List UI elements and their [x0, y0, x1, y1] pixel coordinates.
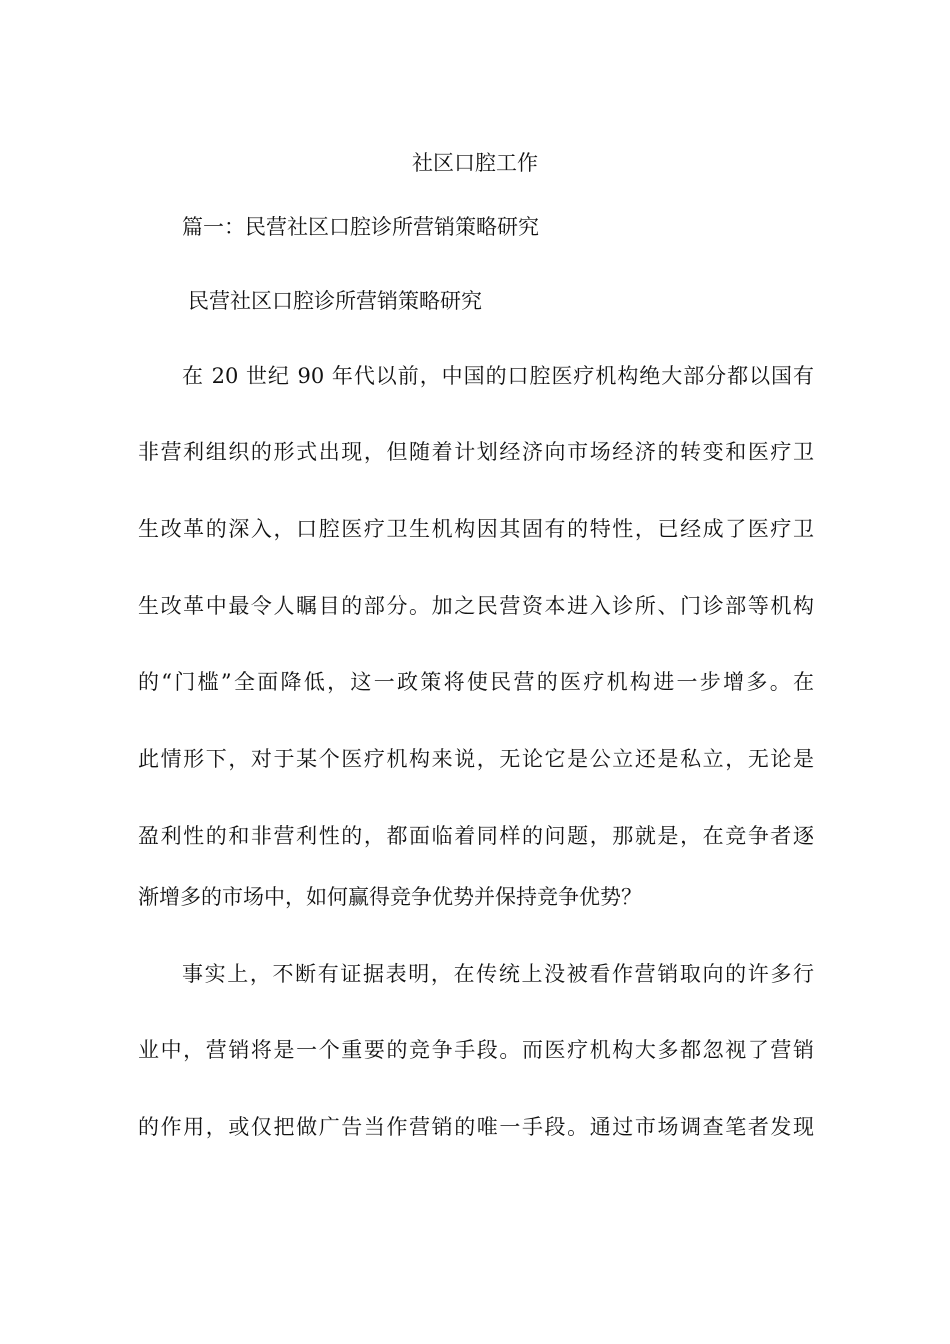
paragraph-1-line-2: 非营利组织的形式出现，但随着计划经济向市场经济的转变和医疗卫 [138, 440, 814, 464]
paragraph-1-line-8: 渐增多的市场中，如何赢得竞争优势并保持竞争优势？ [138, 885, 642, 909]
paragraph-2-line-2: 业中，营销将是一个重要的竞争手段。而医疗机构大多都忽视了营销 [138, 1038, 814, 1062]
paragraph-1-line-4: 生改革中最令人瞩目的部分。加之民营资本进入诊所、门诊部等机构 [138, 594, 814, 618]
section-heading: 篇一：民营社区口腔诊所营销策略研究 [182, 215, 539, 239]
paragraph-1-line-3: 生改革的深入，口腔医疗卫生机构因其固有的特性，已经成了医疗卫 [138, 517, 814, 541]
document-title: 社区口腔工作 [412, 151, 538, 175]
paragraph-1-line-1: 在 20 世纪 90 年代以前，中国的口腔医疗机构绝大部分都以国有 [182, 364, 814, 388]
paragraph-2-line-1: 事实上，不断有证据表明，在传统上没被看作营销取向的许多行 [182, 962, 814, 986]
paragraph-2-line-3: 的作用，或仅把做广告当作营销的唯一手段。通过市场调查笔者发现 [138, 1115, 814, 1139]
paragraph-1-line-5: 的“门槛”全面降低，这一政策将使民营的医疗机构进一步增多。在 [138, 670, 814, 694]
paragraph-1-line-7: 盈利性的和非营利性的，都面临着同样的问题，那就是，在竞争者逐 [138, 824, 814, 848]
article-title: 民营社区口腔诊所营销策略研究 [188, 289, 482, 313]
paragraph-1-line-6: 此情形下，对于某个医疗机构来说，无论它是公立还是私立，无论是 [138, 747, 814, 771]
